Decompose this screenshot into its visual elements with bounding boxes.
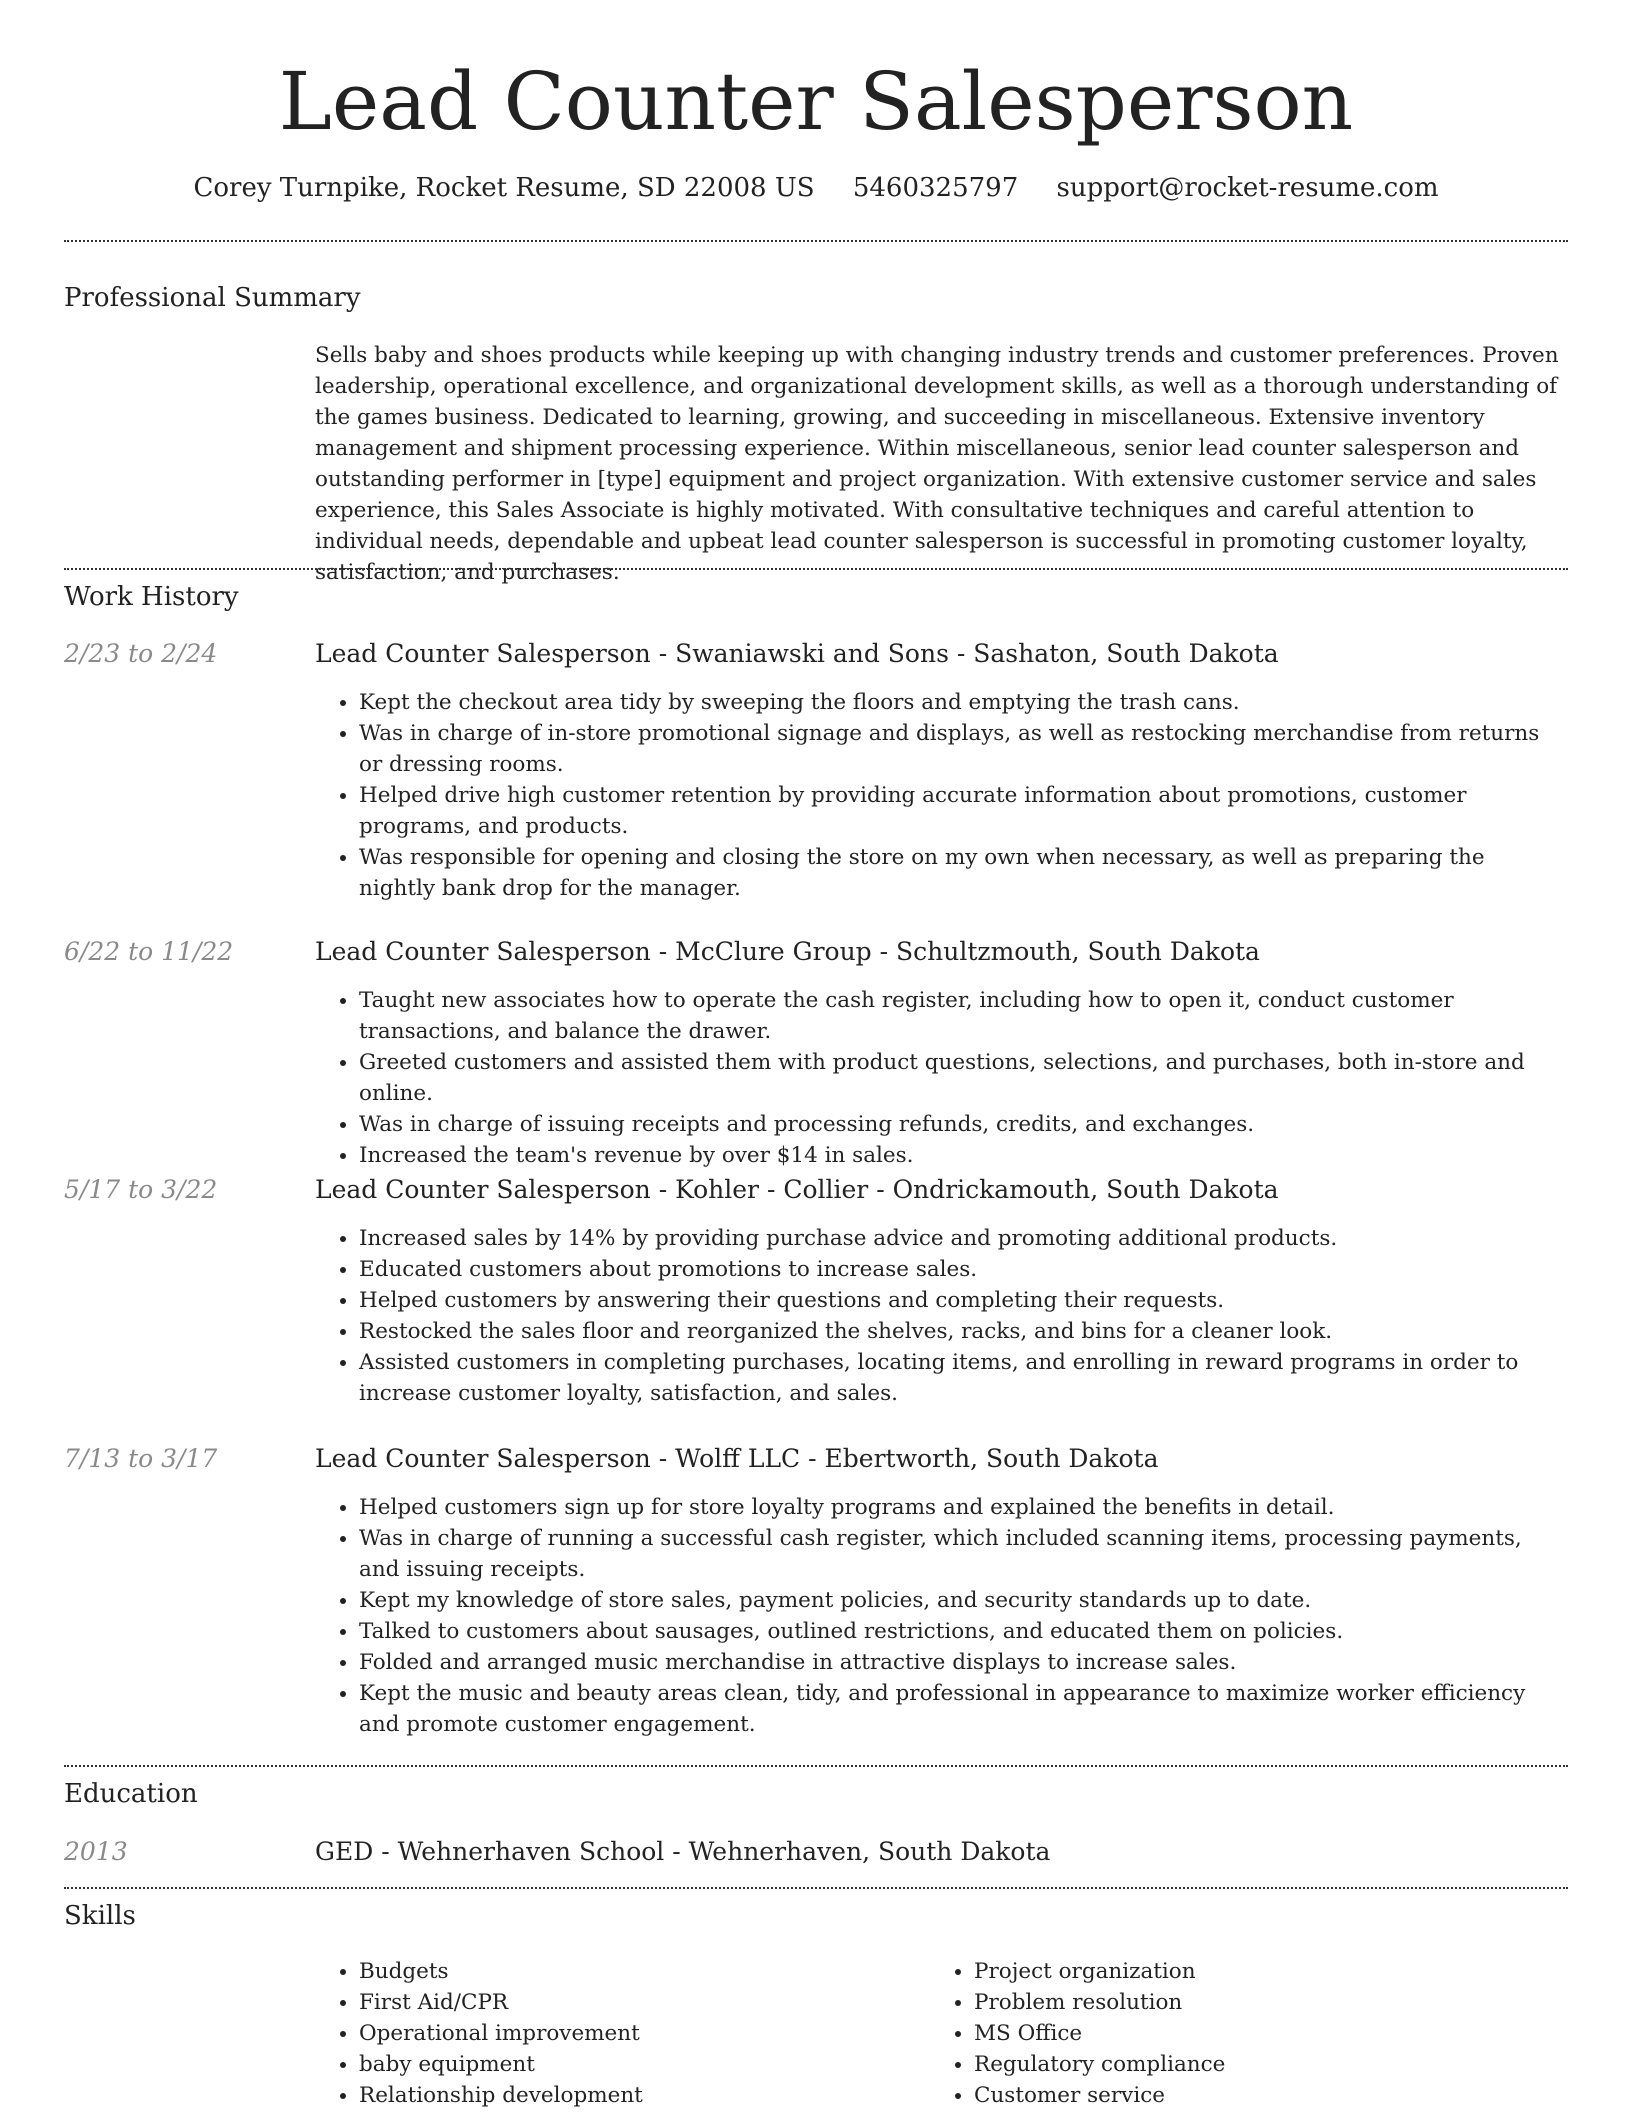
job-bullet: • Helped customers by answering their questions and completing their requests. [359, 1285, 1567, 1316]
summary-text: Sells baby and shoes products while keeping up with changing industry trends and customer preferences. Proven leadership, operational excellence, and organizational development skills, as well as a thorough understanding of the games business. Dedicated to learning, growing, and succeeding in miscellaneous. Extensive inventory management and shipment processing experience. Within miscellaneous, senior lead counter salesperson and outstanding performer in [type] equipment and project organization. With extensive customer service and sales experience, this Sales Associate is highly motivated. With consultative techniques and careful attention to individual needs, dependable and upbeat lead counter salesperson is successful in promoting customer loyalty, satisfaction, and purchases. [315, 343, 1559, 585]
section-divider [64, 1765, 1568, 1767]
contact-address: Corey Turnpike, Rocket Resume, SD 22008 US [193, 173, 815, 203]
skill-item: • Relationship development [359, 2080, 919, 2111]
job-bullet: • Talked to customers about sausages, outlined restrictions, and educated them on policies. [359, 1616, 1567, 1647]
skill-item: • baby equipment [359, 2049, 919, 2080]
job-dates: 6/22 to 11/22 [64, 937, 234, 966]
job-dates: 2/23 to 2/24 [64, 639, 218, 668]
job-heading: Lead Counter Salesperson - Wolff LLC - Ebertworth, South Dakota [315, 1444, 1159, 1473]
job-bullet: • Kept my knowledge of store sales, payment policies, and security standards up to date. [359, 1585, 1567, 1616]
job-bullets [315, 1223, 1567, 1409]
skill-item: • MS Office [974, 2018, 1534, 2049]
section-title-education: Education [64, 1779, 198, 1809]
job-dates: 7/13 to 3/17 [64, 1444, 218, 1473]
skill-item: • Budgets [359, 1956, 919, 1987]
job-bullet: • Was in charge of issuing receipts and processing refunds, credits, and exchanges. [359, 1109, 1567, 1140]
job-bullet: • Restocked the sales floor and reorganized the shelves, racks, and bins for a cleaner look. [359, 1316, 1567, 1347]
skill-item: • Project organization [974, 1956, 1534, 1987]
job-bullet: • Was in charge of running a successful cash register, which included scanning items, processing payments, and issuing receipts. [359, 1523, 1567, 1585]
job-bullet: • Kept the music and beauty areas clean, tidy, and professional in appearance to maximize worker efficiency and promote customer engagement. [359, 1678, 1567, 1740]
job-bullets [315, 687, 1567, 904]
job-dates: 5/17 to 3/22 [64, 1175, 218, 1204]
skill-item: • Problem resolution [974, 1987, 1534, 2018]
contact-line [0, 170, 1632, 206]
job-bullet: • Was in charge of in-store promotional signage and displays, as well as restocking merchandise from returns or dressing rooms. [359, 718, 1567, 780]
job-bullet: • Kept the checkout area tidy by sweeping the floors and emptying the trash cans. [359, 687, 1567, 718]
education-heading: GED - Wehnerhaven School - Wehnerhaven, South Dakota [315, 1837, 1051, 1866]
section-divider [64, 1887, 1568, 1889]
section-divider [64, 568, 1568, 570]
skill-item: • Operational improvement [359, 2018, 919, 2049]
skill-item: • Regulatory compliance [974, 2049, 1534, 2080]
job-bullet: • Folded and arranged music merchandise in attractive displays to increase sales. [359, 1647, 1567, 1678]
job-bullets [315, 1492, 1567, 1740]
job-heading: Lead Counter Salesperson - Kohler - Collier - Ondrickamouth, South Dakota [315, 1175, 1279, 1204]
job-bullet: • Assisted customers in completing purchases, locating items, and enrolling in reward programs in order to increase customer loyalty, satisfaction, and sales. [359, 1347, 1567, 1409]
section-divider [64, 240, 1568, 242]
section-title-summary: Professional Summary [64, 283, 361, 313]
section-title-skills: Skills [64, 1901, 136, 1931]
education-year: 2013 [64, 1837, 128, 1866]
job-bullet: • Increased sales by 14% by providing purchase advice and promoting additional products. [359, 1223, 1567, 1254]
job-bullet: • Taught new associates how to operate the cash register, including how to open it, conduct customer transactions, and balance the drawer. [359, 985, 1567, 1047]
job-heading: Lead Counter Salesperson - McClure Group - Schultzmouth, South Dakota [315, 937, 1260, 966]
skills-list-left [315, 1956, 919, 2111]
section-title-work-history: Work History [64, 582, 239, 612]
skill-item: • Customer service [974, 2080, 1534, 2111]
resume-title: Lead Counter Salesperson [278, 55, 1354, 148]
contact-phone: 5460325797 [852, 173, 1019, 203]
skills-list-right [930, 1956, 1534, 2111]
job-bullet: • Was responsible for opening and closing the store on my own when necessary, as well as preparing the nightly bank drop for the manager. [359, 842, 1567, 904]
job-heading: Lead Counter Salesperson - Swaniawski and Sons - Sashaton, South Dakota [315, 639, 1279, 668]
job-bullet: • Helped customers sign up for store loyalty programs and explained the benefits in detail. [359, 1492, 1567, 1523]
skill-item: • First Aid/CPR [359, 1987, 919, 2018]
job-bullets [315, 985, 1567, 1171]
job-bullet: • Greeted customers and assisted them with product questions, selections, and purchases, both in-store and online. [359, 1047, 1567, 1109]
job-bullet: • Educated customers about promotions to increase sales. [359, 1254, 1567, 1285]
job-bullet: • Increased the team's revenue by over $14 in sales. [359, 1140, 1567, 1171]
job-bullet: • Helped drive high customer retention by providing accurate information about promotions, customer programs, and products. [359, 780, 1567, 842]
contact-email[interactable]: support@rocket-resume.com [1056, 173, 1439, 203]
